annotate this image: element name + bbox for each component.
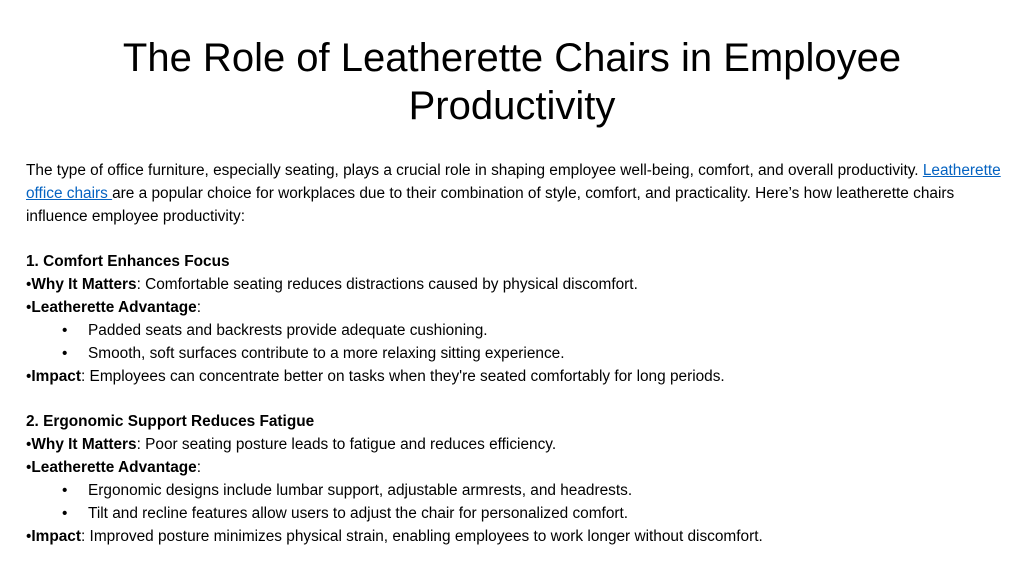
bullet: • [26,368,32,385]
sub-bullet-item [26,502,1001,525]
bullet: • [26,459,32,476]
sub-bullet-item [26,479,1001,502]
impact-line [26,525,1001,548]
section-heading: 1. Comfort Enhances Focus [26,253,230,270]
intro-paragraph [26,159,1001,228]
sub-bullet-text: Smooth, soft surfaces contribute to a more relaxing sitting experience. [88,345,565,362]
why-label: Why It Matters [31,276,137,293]
sub-bullet-text: Ergonomic designs include lumbar support, adjustable armrests, and headrests. [88,482,633,499]
sub-bullet-item [26,342,1001,365]
impact-line [26,365,1001,388]
why-it-matters-line [26,433,1001,456]
advantage-suffix: : [196,299,202,316]
why-label: Why It Matters [31,436,137,453]
why-text: : Comfortable seating reduces distractions caused by physical discomfort. [136,276,638,293]
why-it-matters-line [26,273,1001,296]
advantage-label: Leatherette Advantage [31,299,197,316]
intro-text-after: are a popular choice for workplaces due to their combination of style, comfort, and practicality. Here’s how leatherette chairs influence employee productivity: [26,185,955,225]
why-text: : Poor seating posture leads to fatigue and reduces efficiency. [136,436,557,453]
spacer [26,388,1001,410]
bullet: • [62,322,68,339]
bullet: • [62,345,68,362]
slide-title: The Role of Leatherette Chairs in Employee Productivity [122,36,902,128]
slide-body [26,159,1001,548]
advantage-suffix: : [196,459,202,476]
bullet: • [26,528,32,545]
sub-bullet-text: Padded seats and backrests provide adequate cushioning. [88,322,488,339]
bullet: • [26,276,32,293]
impact-label: Impact [31,368,81,385]
leatherette-chairs-link[interactable]: Leatherette office chairs [26,162,1001,202]
bullet: • [62,505,68,522]
spacer [26,228,1001,250]
section-heading: 2. Ergonomic Support Reduces Fatigue [26,413,315,430]
advantage-line [26,456,1001,479]
impact-text: : Improved posture minimizes physical strain, enabling employees to work longer without discomfort. [81,528,763,545]
bullet: • [26,299,32,316]
impact-label: Impact [31,528,81,545]
section-ergonomic [26,410,1001,548]
advantage-label: Leatherette Advantage [31,459,197,476]
bullet: • [62,482,68,499]
sub-bullet-item [26,319,1001,342]
intro-text-before: The type of office furniture, especially seating, plays a crucial role in shaping employee well-being, comfort, and overall productivity. [26,162,923,179]
section-comfort [26,250,1001,388]
sub-bullet-text: Tilt and recline features allow users to adjust the chair for personalized comfort. [88,505,629,522]
advantage-line [26,296,1001,319]
bullet: • [26,436,32,453]
impact-text: : Employees can concentrate better on tasks when they're seated comfortably for long periods. [81,368,725,385]
